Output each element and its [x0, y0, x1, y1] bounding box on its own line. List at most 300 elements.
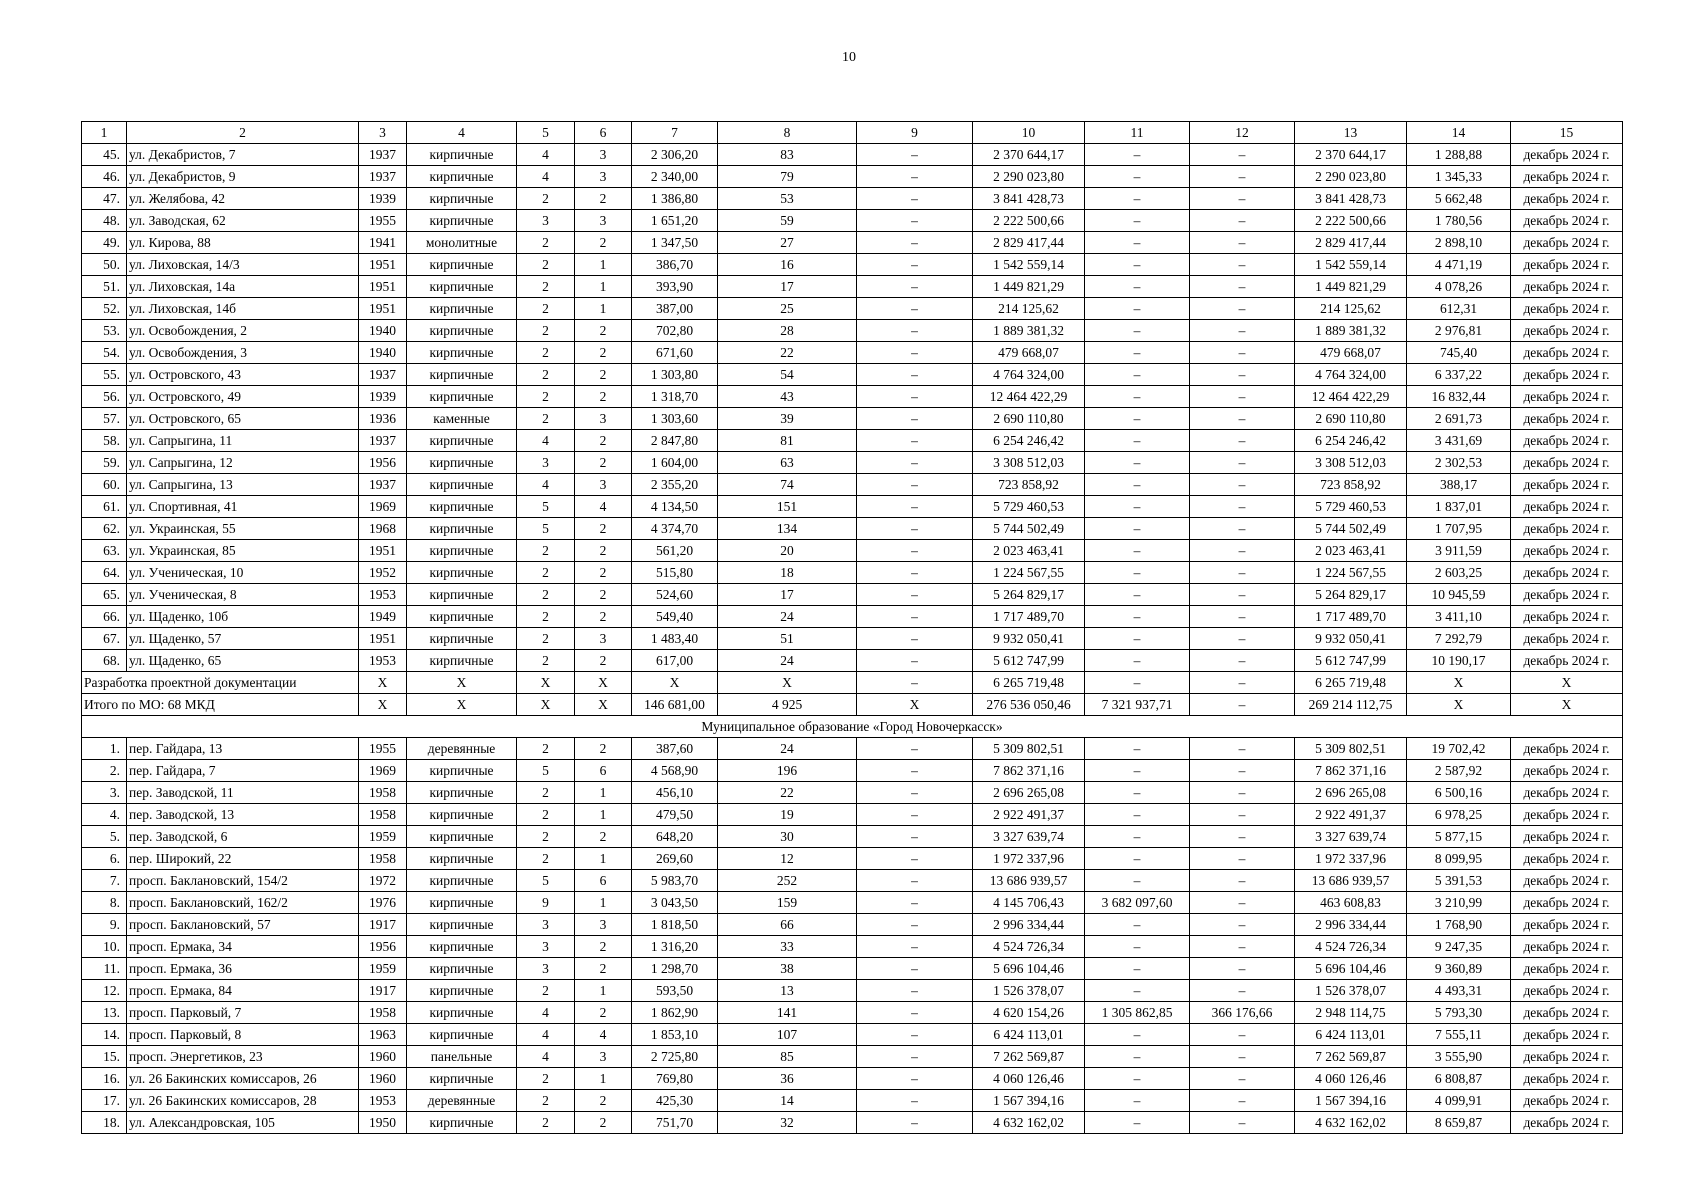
- table-cell: 10 190,17: [1407, 650, 1511, 672]
- table-cell: 85: [718, 1046, 857, 1068]
- table-cell: 12 464 422,29: [973, 386, 1085, 408]
- table-cell: декабрь 2024 г.: [1511, 1024, 1623, 1046]
- table-cell: 4: [517, 474, 575, 496]
- table-cell: 2 691,73: [1407, 408, 1511, 430]
- table-cell: 1 224 567,55: [973, 562, 1085, 584]
- table-cell: декабрь 2024 г.: [1511, 936, 1623, 958]
- table-cell: декабрь 2024 г.: [1511, 364, 1623, 386]
- table-cell: декабрь 2024 г.: [1511, 298, 1623, 320]
- table-cell: ул. Желябова, 42: [127, 188, 359, 210]
- table-cell: –: [1085, 232, 1190, 254]
- table-cell: 4 493,31: [1407, 980, 1511, 1002]
- table-row: [82, 958, 1623, 980]
- table-cell: 5: [517, 496, 575, 518]
- table-cell: 1937: [359, 144, 407, 166]
- table-cell: кирпичные: [407, 650, 517, 672]
- table-cell: –: [857, 562, 973, 584]
- table-cell: 1949: [359, 606, 407, 628]
- table-cell: 4 099,91: [1407, 1090, 1511, 1112]
- column-number: 15: [1511, 122, 1623, 144]
- column-number: 12: [1190, 122, 1295, 144]
- table-cell: 52.: [82, 298, 127, 320]
- table-cell: декабрь 2024 г.: [1511, 452, 1623, 474]
- table-cell: –: [1085, 826, 1190, 848]
- table-cell: 1937: [359, 166, 407, 188]
- table-cell: 57.: [82, 408, 127, 430]
- table-cell: кирпичные: [407, 474, 517, 496]
- table-cell: –: [1190, 276, 1295, 298]
- column-number: 4: [407, 122, 517, 144]
- table-cell: декабрь 2024 г.: [1511, 276, 1623, 298]
- table-cell: монолитные: [407, 232, 517, 254]
- column-number: 1: [82, 122, 127, 144]
- section-title: Муниципальное образование «Город Новочеркасск»: [82, 716, 1623, 738]
- table-cell: –: [1085, 936, 1190, 958]
- table-cell: 425,30: [632, 1090, 718, 1112]
- table-cell: 1 449 821,29: [1295, 276, 1407, 298]
- table-cell: –: [857, 276, 973, 298]
- table-cell: 2: [517, 1112, 575, 1134]
- table-cell: –: [1190, 166, 1295, 188]
- table-cell: –: [1085, 1112, 1190, 1134]
- table-cell: 3: [517, 958, 575, 980]
- table-cell: 1: [575, 892, 632, 914]
- table-cell: –: [1190, 210, 1295, 232]
- table-cell: 366 176,66: [1190, 1002, 1295, 1024]
- table-cell: –: [1085, 386, 1190, 408]
- table-cell: 3 308 512,03: [973, 452, 1085, 474]
- table-cell: 723 858,92: [973, 474, 1085, 496]
- table-cell: 1 386,80: [632, 188, 718, 210]
- table-cell: 2: [517, 606, 575, 628]
- table-cell: 1 818,50: [632, 914, 718, 936]
- table-cell: –: [857, 518, 973, 540]
- table-cell: –: [1085, 298, 1190, 320]
- table-cell: декабрь 2024 г.: [1511, 496, 1623, 518]
- table-cell: 1940: [359, 320, 407, 342]
- table-cell: 1976: [359, 892, 407, 914]
- table-cell: –: [1190, 408, 1295, 430]
- table-cell: X: [857, 694, 973, 716]
- housing-repair-table: [81, 121, 1623, 1134]
- table-cell: 4 471,19: [1407, 254, 1511, 276]
- table-cell: 159: [718, 892, 857, 914]
- table-cell: 1953: [359, 1090, 407, 1112]
- column-number-row: [82, 122, 1623, 144]
- table-cell: –: [857, 980, 973, 1002]
- table-row: [82, 408, 1623, 430]
- table-cell: 2: [517, 188, 575, 210]
- table-cell: –: [1190, 914, 1295, 936]
- table-cell: 1 889 381,32: [1295, 320, 1407, 342]
- table-cell: 58.: [82, 430, 127, 452]
- table-cell: 17: [718, 584, 857, 606]
- table-cell: 1951: [359, 254, 407, 276]
- table-cell: 1917: [359, 914, 407, 936]
- table-cell: 63.: [82, 540, 127, 562]
- table-cell: 617,00: [632, 650, 718, 672]
- table-cell: 2: [517, 364, 575, 386]
- table-cell: 515,80: [632, 562, 718, 584]
- table-cell: –: [1085, 738, 1190, 760]
- table-cell: –: [857, 804, 973, 826]
- table-cell: 9.: [82, 914, 127, 936]
- table-cell: 5 744 502,49: [973, 518, 1085, 540]
- table-cell: 6: [575, 760, 632, 782]
- table-cell: декабрь 2024 г.: [1511, 254, 1623, 276]
- table-row: [82, 1112, 1623, 1134]
- table-cell: просп. Ермака, 34: [127, 936, 359, 958]
- table-cell: кирпичные: [407, 606, 517, 628]
- table-cell: 1 604,00: [632, 452, 718, 474]
- table-cell: 6 500,16: [1407, 782, 1511, 804]
- table-cell: 1.: [82, 738, 127, 760]
- table-cell: 393,90: [632, 276, 718, 298]
- table-cell: декабрь 2024 г.: [1511, 914, 1623, 936]
- table-cell: –: [1085, 914, 1190, 936]
- table-cell: 22: [718, 782, 857, 804]
- table-cell: декабрь 2024 г.: [1511, 650, 1623, 672]
- table-cell: 39: [718, 408, 857, 430]
- table-cell: 2: [517, 254, 575, 276]
- table-cell: 1951: [359, 628, 407, 650]
- table-cell: 27: [718, 232, 857, 254]
- table-row: [82, 276, 1623, 298]
- table-cell: 2: [517, 342, 575, 364]
- table-cell: 36: [718, 1068, 857, 1090]
- table-cell: –: [1190, 188, 1295, 210]
- table-cell: –: [1085, 254, 1190, 276]
- table-cell: 2 302,53: [1407, 452, 1511, 474]
- table-row: [82, 518, 1623, 540]
- table-cell: 2: [575, 584, 632, 606]
- table-cell: 2: [517, 298, 575, 320]
- table-cell: 2: [575, 1112, 632, 1134]
- table-cell: –: [1190, 782, 1295, 804]
- table-cell: 74: [718, 474, 857, 496]
- table-cell: 2 222 500,66: [973, 210, 1085, 232]
- table-cell: кирпичные: [407, 1068, 517, 1090]
- table-cell: 60.: [82, 474, 127, 496]
- table-cell: 3 841 428,73: [1295, 188, 1407, 210]
- table-cell: 32: [718, 1112, 857, 1134]
- table-cell: 723 858,92: [1295, 474, 1407, 496]
- table-cell: –: [1085, 430, 1190, 452]
- table-cell: кирпичные: [407, 452, 517, 474]
- table-cell: 8.: [82, 892, 127, 914]
- table-cell: каменные: [407, 408, 517, 430]
- table-row: [82, 606, 1623, 628]
- table-cell: 1 717 489,70: [1295, 606, 1407, 628]
- table-cell: 7 321 937,71: [1085, 694, 1190, 716]
- table-cell: 1 345,33: [1407, 166, 1511, 188]
- table-cell: 3 682 097,60: [1085, 892, 1190, 914]
- table-cell: 1 651,20: [632, 210, 718, 232]
- table-cell: 479 668,07: [973, 342, 1085, 364]
- table-cell: 64.: [82, 562, 127, 584]
- table-cell: –: [1190, 540, 1295, 562]
- table-cell: декабрь 2024 г.: [1511, 430, 1623, 452]
- table-cell: –: [1085, 276, 1190, 298]
- table-cell: 648,20: [632, 826, 718, 848]
- table-cell: ул. Спортивная, 41: [127, 496, 359, 518]
- table-cell: 14: [718, 1090, 857, 1112]
- table-cell: X: [1407, 694, 1511, 716]
- table-cell: 16.: [82, 1068, 127, 1090]
- table-cell: 1969: [359, 496, 407, 518]
- table-cell: 4 524 726,34: [973, 936, 1085, 958]
- table-cell: кирпичные: [407, 804, 517, 826]
- table-cell: 1951: [359, 540, 407, 562]
- table-cell: 2: [517, 386, 575, 408]
- column-number: 7: [632, 122, 718, 144]
- table-cell: 1 768,90: [1407, 914, 1511, 936]
- table-cell: 1940: [359, 342, 407, 364]
- table-cell: 2 290 023,80: [973, 166, 1085, 188]
- table-cell: 1950: [359, 1112, 407, 1134]
- table-cell: кирпичные: [407, 848, 517, 870]
- table-cell: 16: [718, 254, 857, 276]
- table-row: [82, 232, 1623, 254]
- table-cell: 5 983,70: [632, 870, 718, 892]
- table-cell: 7 292,79: [1407, 628, 1511, 650]
- table-cell: ул. Александровская, 105: [127, 1112, 359, 1134]
- table-cell: кирпичные: [407, 870, 517, 892]
- column-number: 10: [973, 122, 1085, 144]
- table-cell: 1: [575, 804, 632, 826]
- table-cell: –: [1085, 804, 1190, 826]
- table-cell: 1958: [359, 782, 407, 804]
- table-cell: –: [1190, 738, 1295, 760]
- table-cell: 15.: [82, 1046, 127, 1068]
- table-cell: –: [1190, 584, 1295, 606]
- table-cell: 1958: [359, 1002, 407, 1024]
- table-cell: 4 078,26: [1407, 276, 1511, 298]
- table-cell: 66: [718, 914, 857, 936]
- table-cell: –: [1190, 430, 1295, 452]
- table-row: [82, 760, 1623, 782]
- table-cell: 3: [575, 914, 632, 936]
- table-cell: 50.: [82, 254, 127, 276]
- table-cell: 2: [575, 320, 632, 342]
- table-cell: 2: [575, 1090, 632, 1112]
- table-cell: –: [857, 364, 973, 386]
- table-cell: 1937: [359, 364, 407, 386]
- table-cell: кирпичные: [407, 364, 517, 386]
- table-row: [82, 342, 1623, 364]
- table-cell: декабрь 2024 г.: [1511, 584, 1623, 606]
- table-row: [82, 584, 1623, 606]
- table-cell: 1956: [359, 452, 407, 474]
- table-cell: ул. Островского, 65: [127, 408, 359, 430]
- table-cell: –: [1085, 210, 1190, 232]
- table-cell: 1959: [359, 826, 407, 848]
- table-cell: кирпичные: [407, 892, 517, 914]
- design-documentation-row-label: Разработка проектной документации: [82, 672, 359, 694]
- table-cell: –: [1085, 650, 1190, 672]
- table-cell: –: [857, 760, 973, 782]
- table-cell: кирпичные: [407, 144, 517, 166]
- table-cell: 62.: [82, 518, 127, 540]
- table-cell: –: [857, 584, 973, 606]
- table-cell: 54.: [82, 342, 127, 364]
- table-cell: –: [857, 826, 973, 848]
- table-cell: 6 424 113,01: [973, 1024, 1085, 1046]
- table-cell: –: [1190, 342, 1295, 364]
- table-cell: 1972: [359, 870, 407, 892]
- table-cell: 1 972 337,96: [1295, 848, 1407, 870]
- table-row: [82, 936, 1623, 958]
- table-cell: –: [1085, 540, 1190, 562]
- table-cell: 3: [575, 408, 632, 430]
- table-cell: 2: [517, 738, 575, 760]
- table-cell: кирпичные: [407, 914, 517, 936]
- table-cell: 1: [575, 980, 632, 1002]
- table-cell: 53.: [82, 320, 127, 342]
- table-cell: 5 696 104,46: [973, 958, 1085, 980]
- table-cell: декабрь 2024 г.: [1511, 892, 1623, 914]
- table-cell: 3: [575, 166, 632, 188]
- table-cell: ул. Островского, 43: [127, 364, 359, 386]
- table-cell: 1 526 378,07: [973, 980, 1085, 1002]
- table-cell: 2.: [82, 760, 127, 782]
- table-cell: –: [1085, 1068, 1190, 1090]
- table-cell: 2 306,20: [632, 144, 718, 166]
- table-cell: декабрь 2024 г.: [1511, 1068, 1623, 1090]
- table-cell: –: [1085, 408, 1190, 430]
- table-cell: 1951: [359, 298, 407, 320]
- table-cell: 7 262 569,87: [973, 1046, 1085, 1068]
- table-cell: 1939: [359, 188, 407, 210]
- table-cell: 387,60: [632, 738, 718, 760]
- table-cell: –: [1190, 1112, 1295, 1134]
- table-cell: пер. Заводской, 11: [127, 782, 359, 804]
- table-cell: 1 862,90: [632, 1002, 718, 1024]
- table-cell: X: [407, 672, 517, 694]
- table-cell: 612,31: [1407, 298, 1511, 320]
- table-cell: –: [1190, 518, 1295, 540]
- table-cell: 5: [517, 760, 575, 782]
- table-cell: –: [857, 1024, 973, 1046]
- table-cell: 4 764 324,00: [973, 364, 1085, 386]
- table-cell: 5 729 460,53: [1295, 496, 1407, 518]
- table-cell: деревянные: [407, 1090, 517, 1112]
- table-cell: –: [857, 936, 973, 958]
- table-row: [82, 1024, 1623, 1046]
- table-row: [82, 386, 1623, 408]
- table-cell: 134: [718, 518, 857, 540]
- table-cell: –: [1085, 518, 1190, 540]
- table-cell: 5 309 802,51: [1295, 738, 1407, 760]
- table-cell: 3.: [82, 782, 127, 804]
- table-cell: 2: [575, 958, 632, 980]
- table-cell: 1917: [359, 980, 407, 1002]
- table-cell: 6 978,25: [1407, 804, 1511, 826]
- table-cell: 549,40: [632, 606, 718, 628]
- table-cell: 3 327 639,74: [973, 826, 1085, 848]
- table-cell: –: [857, 738, 973, 760]
- table-cell: –: [1190, 672, 1295, 694]
- table-cell: –: [857, 958, 973, 980]
- table-cell: 5 264 829,17: [1295, 584, 1407, 606]
- table-cell: декабрь 2024 г.: [1511, 562, 1623, 584]
- table-cell: 5 612 747,99: [1295, 650, 1407, 672]
- table-cell: кирпичные: [407, 518, 517, 540]
- table-row: [82, 1002, 1623, 1024]
- table-cell: –: [857, 496, 973, 518]
- column-number: 11: [1085, 122, 1190, 144]
- table-cell: 9 932 050,41: [1295, 628, 1407, 650]
- table-cell: 2 222 500,66: [1295, 210, 1407, 232]
- table-cell: декабрь 2024 г.: [1511, 606, 1623, 628]
- table-cell: 2: [517, 628, 575, 650]
- table-cell: –: [1190, 474, 1295, 496]
- table-cell: пер. Заводской, 13: [127, 804, 359, 826]
- table-cell: 1939: [359, 386, 407, 408]
- table-row: [82, 738, 1623, 760]
- table-cell: X: [517, 672, 575, 694]
- table-cell: 1 567 394,16: [973, 1090, 1085, 1112]
- table-cell: –: [857, 782, 973, 804]
- table-cell: 5 264 829,17: [973, 584, 1085, 606]
- table-cell: 66.: [82, 606, 127, 628]
- table-cell: ул. Освобождения, 2: [127, 320, 359, 342]
- table-cell: ул. Щаденко, 10б: [127, 606, 359, 628]
- table-cell: 1 707,95: [1407, 518, 1511, 540]
- table-cell: ул. Щаденко, 65: [127, 650, 359, 672]
- table-cell: 1: [575, 276, 632, 298]
- table-cell: 5 662,48: [1407, 188, 1511, 210]
- table-cell: 3: [575, 144, 632, 166]
- table-cell: ул. Щаденко, 57: [127, 628, 359, 650]
- table-cell: 1 305 862,85: [1085, 1002, 1190, 1024]
- table-cell: 28: [718, 320, 857, 342]
- design-documentation-row: [82, 672, 1623, 694]
- table-cell: 1 224 567,55: [1295, 562, 1407, 584]
- table-cell: ул. Лиховская, 14/3: [127, 254, 359, 276]
- table-cell: –: [1085, 320, 1190, 342]
- table-cell: кирпичные: [407, 298, 517, 320]
- table-cell: 2 829 417,44: [1295, 232, 1407, 254]
- table-cell: –: [1190, 1046, 1295, 1068]
- table-cell: 7 862 371,16: [973, 760, 1085, 782]
- table-cell: 56.: [82, 386, 127, 408]
- table-cell: –: [857, 232, 973, 254]
- table-cell: 33: [718, 936, 857, 958]
- table-cell: –: [857, 540, 973, 562]
- table-cell: ул. Сапрыгина, 13: [127, 474, 359, 496]
- table-cell: 146 681,00: [632, 694, 718, 716]
- table-cell: 67.: [82, 628, 127, 650]
- table-cell: –: [1085, 760, 1190, 782]
- table-cell: –: [857, 1046, 973, 1068]
- table-cell: 456,10: [632, 782, 718, 804]
- table-cell: 4: [575, 1024, 632, 1046]
- table-cell: –: [1085, 364, 1190, 386]
- table-cell: декабрь 2024 г.: [1511, 518, 1623, 540]
- table-cell: ул. Кирова, 88: [127, 232, 359, 254]
- table-cell: 1 347,50: [632, 232, 718, 254]
- table-cell: просп. Парковый, 7: [127, 1002, 359, 1024]
- table-cell: 13 686 939,57: [1295, 870, 1407, 892]
- table-cell: –: [1190, 452, 1295, 474]
- table-cell: декабрь 2024 г.: [1511, 782, 1623, 804]
- table-cell: 387,00: [632, 298, 718, 320]
- table-cell: кирпичные: [407, 980, 517, 1002]
- table-cell: 54: [718, 364, 857, 386]
- table-cell: 388,17: [1407, 474, 1511, 496]
- table-cell: 4.: [82, 804, 127, 826]
